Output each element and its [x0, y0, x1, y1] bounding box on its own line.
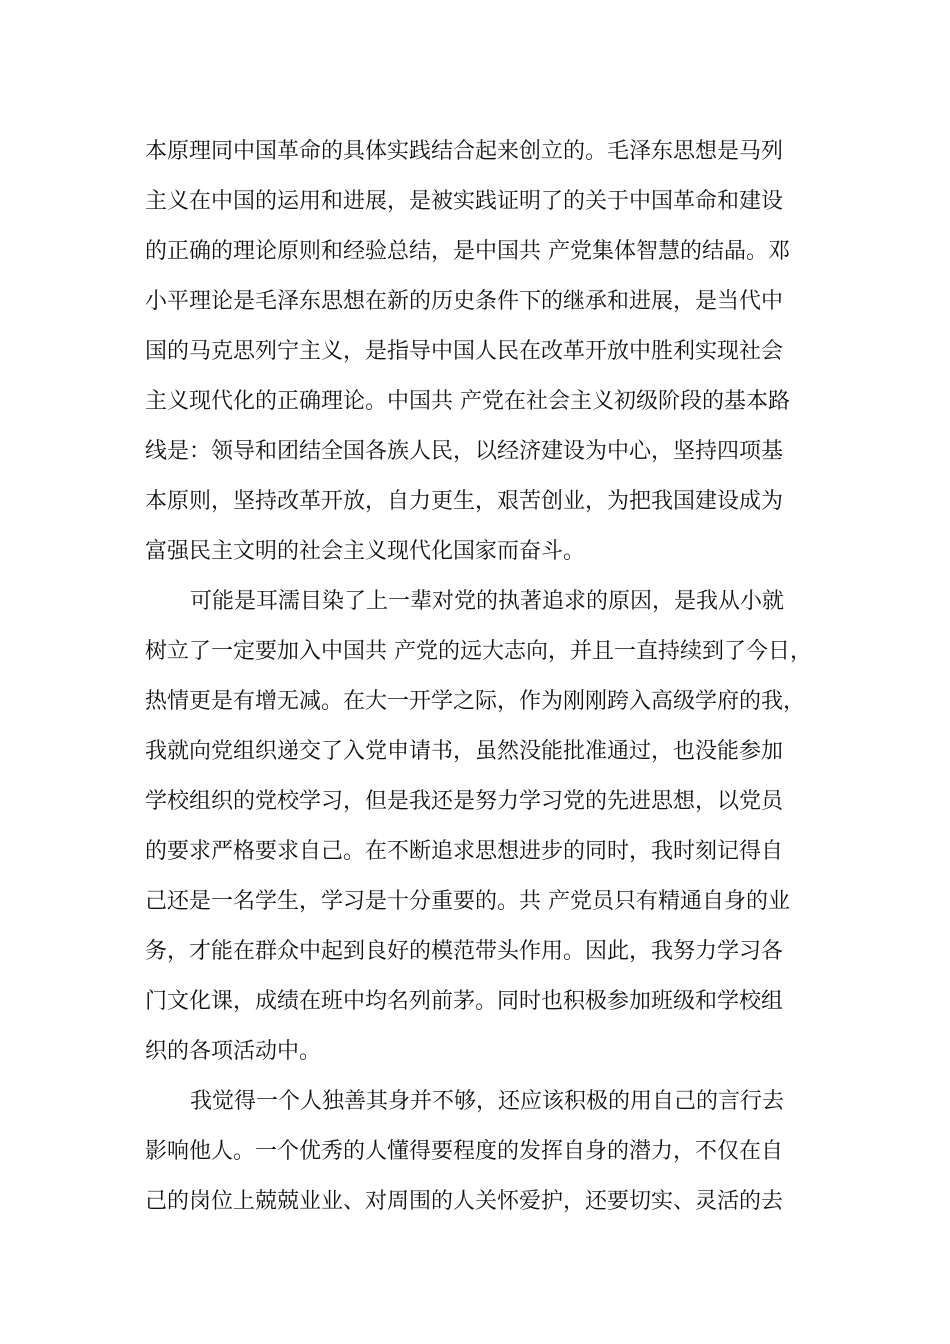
text-line: 本原理同中国革命的具体实践结合起来创立的。毛泽东思想是马列 [145, 139, 784, 164]
text-line: 富强民主文明的社会主义现代化国家而奋斗。 [145, 539, 586, 564]
text-line: 国的马克思列宁主义，是指导中国人民在改革开放中胜利实现社会 [145, 339, 784, 364]
paragraph-first-line: 可能是耳濡目染了上一辈对党的执著追求的原因，是我从小就 [190, 589, 785, 614]
text-line: 本原则，坚持改革开放，自力更生，艰苦创业，为把我国建设成为 [145, 489, 784, 514]
text-line: 己还是一名学生，学习是十分重要的。共 产党员只有精通自身的业 [145, 889, 790, 914]
paragraph-first-line: 我觉得一个人独善其身并不够，还应该积极的用自己的言行去 [190, 1089, 785, 1114]
text-line: 主义现代化的正确理论。中国共 产党在社会主义初级阶段的基本路 [145, 389, 790, 414]
text-line: 的正确的理论原则和经验总结，是中国共 产党集体智慧的结晶。邓 [145, 239, 790, 264]
text-line: 织的各项活动中。 [145, 1039, 322, 1064]
text-line: 主义在中国的运用和进展，是被实践证明了的关于中国革命和建设 [145, 189, 784, 214]
text-line: 门文化课，成绩在班中均名列前茅。同时也积极参加班级和学校组 [145, 989, 784, 1014]
text-line: 学校组织的党校学习，但是我还是努力学习党的先进思想，以党员 [145, 789, 784, 814]
text-line: 线是：领导和团结全国各族人民，以经济建设为中心，坚持四项基 [145, 439, 784, 464]
text-line: 我就向党组织递交了入党申请书，虽然没能批准通过，也没能参加 [145, 739, 784, 764]
text-line: 热情更是有增无减。在大一开学之际，作为刚刚跨入高级学府的我， [145, 689, 806, 714]
text-line: 己的岗位上兢兢业业、对周围的人关怀爱护，还要切实、灵活的去 [145, 1189, 784, 1214]
text-line: 的要求严格要求自己。在不断追求思想进步的同时，我时刻记得自 [145, 839, 784, 864]
text-line: 影响他人。一个优秀的人懂得要程度的发挥自身的潜力，不仅在自 [145, 1139, 784, 1164]
text-line: 小平理论是毛泽东思想在新的历史条件下的继承和进展，是当代中 [145, 289, 784, 314]
text-line: 务，才能在群众中起到良好的模范带头作用。因此，我努力学习各 [145, 939, 784, 964]
text-line: 树立了一定要加入中国共 产党的远大志向，并且一直持续到了今日， [145, 639, 812, 664]
